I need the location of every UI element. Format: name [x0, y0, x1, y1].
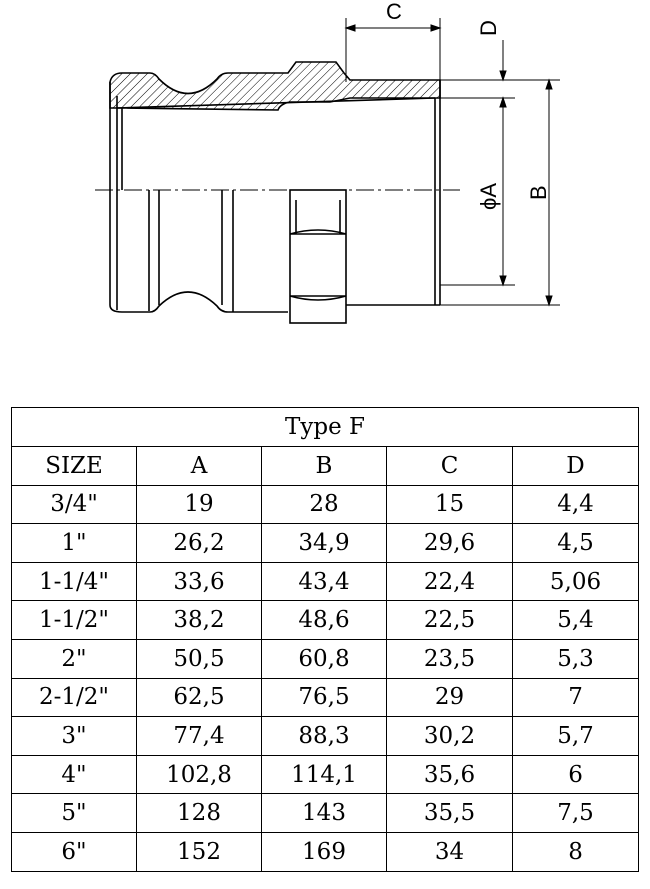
header-size: SIZE — [12, 447, 137, 486]
cell-b: 43,4 — [262, 562, 387, 601]
cell-a: 102,8 — [137, 755, 262, 794]
table-header-row — [12, 447, 639, 486]
cell-a: 62,5 — [137, 678, 262, 717]
cell-c: 35,5 — [387, 794, 513, 833]
cell-c: 15 — [387, 485, 513, 524]
dimension-c — [346, 18, 440, 82]
table-body — [12, 485, 639, 871]
header-d: D — [513, 447, 639, 486]
table-row — [12, 678, 639, 717]
table-row — [12, 562, 639, 601]
cell-size: 6" — [12, 832, 137, 871]
cell-b: 143 — [262, 794, 387, 833]
cell-d: 7 — [513, 678, 639, 717]
cell-size: 3" — [12, 717, 137, 756]
cell-d: 4,4 — [513, 485, 639, 524]
cell-b: 169 — [262, 832, 387, 871]
cell-c: 22,5 — [387, 601, 513, 640]
cell-d: 4,5 — [513, 524, 639, 563]
dimension-b-label: B — [526, 185, 551, 200]
cell-size: 1-1/4" — [12, 562, 137, 601]
cell-a: 26,2 — [137, 524, 262, 563]
technical-drawing — [0, 0, 650, 340]
header-c: C — [387, 447, 513, 486]
cell-b: 60,8 — [262, 639, 387, 678]
cell-d: 5,06 — [513, 562, 639, 601]
cell-d: 5,7 — [513, 717, 639, 756]
cell-c: 22,4 — [387, 562, 513, 601]
cell-b: 114,1 — [262, 755, 387, 794]
cell-a: 152 — [137, 832, 262, 871]
cell-size: 3/4" — [12, 485, 137, 524]
dimension-c-label: C — [386, 0, 402, 24]
cell-b: 76,5 — [262, 678, 387, 717]
cell-b: 34,9 — [262, 524, 387, 563]
dimension-d-label: D — [476, 20, 501, 36]
cell-c: 34 — [387, 832, 513, 871]
cell-size: 2" — [12, 639, 137, 678]
cell-size: 5" — [12, 794, 137, 833]
cell-b: 48,6 — [262, 601, 387, 640]
header-a: A — [137, 447, 262, 486]
cell-c: 29 — [387, 678, 513, 717]
cell-a: 128 — [137, 794, 262, 833]
hex-nut — [290, 190, 346, 323]
cell-a: 33,6 — [137, 562, 262, 601]
cell-size: 1" — [12, 524, 137, 563]
cell-size: 1-1/2" — [12, 601, 137, 640]
table-row — [12, 755, 639, 794]
cell-d: 6 — [513, 755, 639, 794]
cell-size: 2-1/2" — [12, 678, 137, 717]
cell-d: 7,5 — [513, 794, 639, 833]
dimension-a-label: ϕA — [476, 183, 501, 210]
table-row — [12, 601, 639, 640]
table-row — [12, 717, 639, 756]
table-row — [12, 794, 639, 833]
table-row — [12, 832, 639, 871]
dimensions-table — [11, 407, 639, 872]
cell-d: 5,4 — [513, 601, 639, 640]
cell-d: 5,3 — [513, 639, 639, 678]
cell-c: 23,5 — [387, 639, 513, 678]
cell-a: 77,4 — [137, 717, 262, 756]
cell-c: 35,6 — [387, 755, 513, 794]
cell-c: 30,2 — [387, 717, 513, 756]
table-title-row — [12, 408, 639, 447]
cell-a: 38,2 — [137, 601, 262, 640]
table-row — [12, 639, 639, 678]
table-title: Type F — [12, 408, 639, 447]
table-row — [12, 524, 639, 563]
table-row — [12, 485, 639, 524]
cell-a: 19 — [137, 485, 262, 524]
body-outline — [110, 80, 440, 312]
header-b: B — [262, 447, 387, 486]
cell-c: 29,6 — [387, 524, 513, 563]
cell-size: 4" — [12, 755, 137, 794]
cell-b: 28 — [262, 485, 387, 524]
cell-b: 88,3 — [262, 717, 387, 756]
cell-a: 50,5 — [137, 639, 262, 678]
cell-d: 8 — [513, 832, 639, 871]
